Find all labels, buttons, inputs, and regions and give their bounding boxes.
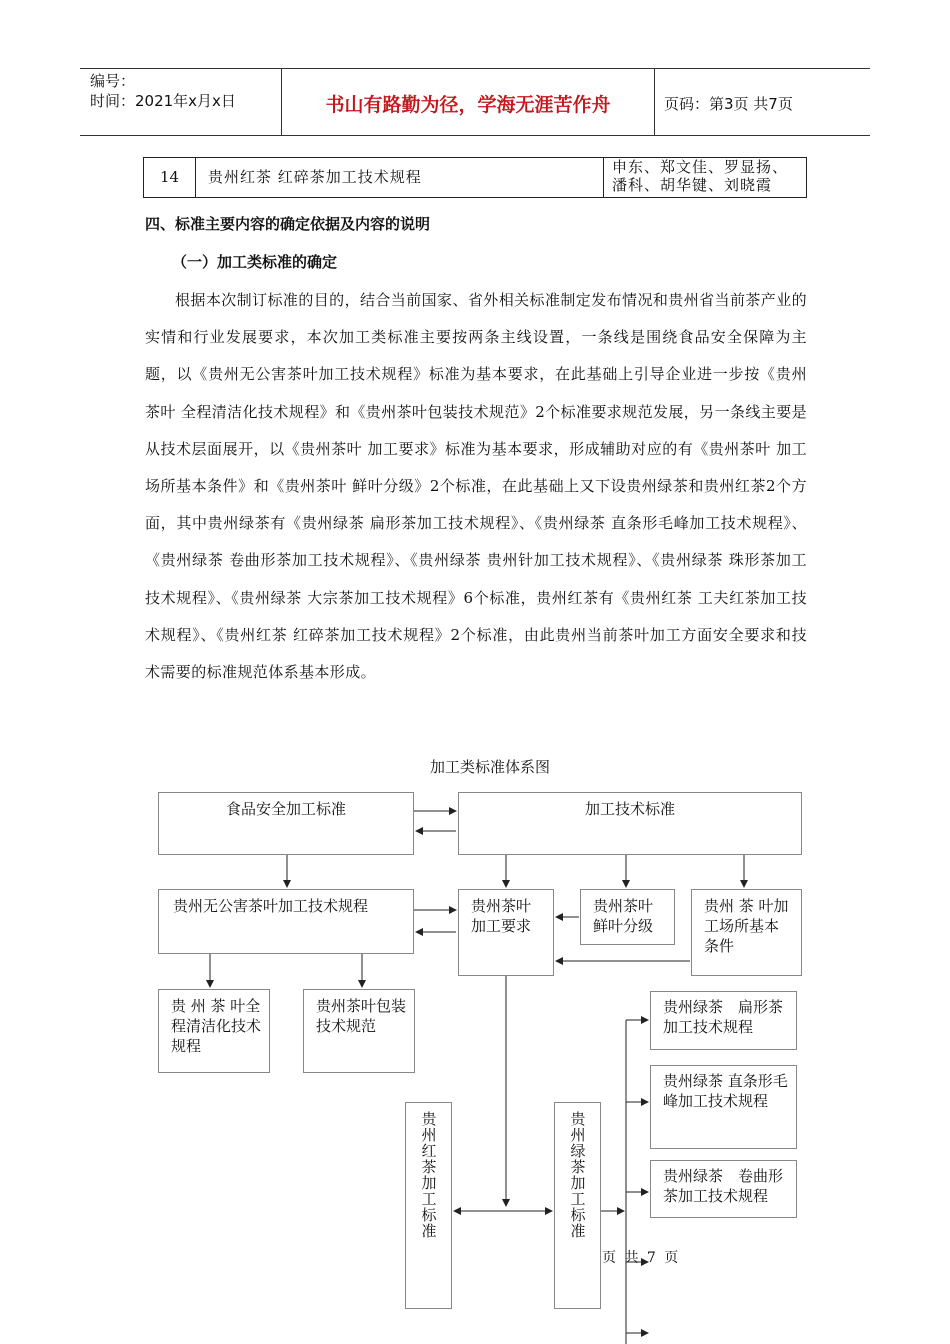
box-clean-process (158, 989, 270, 1073)
box-processing-requirements (458, 889, 554, 976)
box-label: 贵州绿茶 直条形毛峰加工技术规程 (663, 1072, 788, 1110)
box-label: 贵州无公害茶叶加工技术规程 (173, 897, 369, 915)
box-pollution-free-processing (158, 889, 414, 954)
box-label: 贵州绿茶 扁形茶加工技术规程 (663, 998, 784, 1036)
box-red-tea-standard (405, 1102, 452, 1309)
box-site-conditions (691, 889, 802, 976)
section-heading: 四、标准主要内容的确定依据及内容的说明 (145, 215, 431, 233)
box-label: 贵州红茶加工标准 (419, 1111, 438, 1239)
box-green-tea-standard (554, 1102, 601, 1309)
page-footer: 页 共 7 页 (602, 1250, 681, 1266)
box-packaging (303, 989, 415, 1073)
box-label: 加工技术标准 (584, 800, 675, 818)
header-slogan: 书山有路勤为径，学海无涯苦作舟 (325, 94, 611, 116)
row-number: 14 (144, 158, 196, 197)
box-processing-tech-standard (458, 792, 802, 855)
box-label: 贵州茶叶加工要求 (471, 897, 532, 935)
box-curly-tea (650, 1160, 797, 1218)
box-label: 贵州茶叶包装技术规范 (316, 997, 407, 1035)
box-straight-tea (650, 1065, 797, 1149)
page-indicator: 页码：第3页 共7页 (664, 95, 793, 113)
box-label: 食品安全加工标准 (225, 800, 346, 818)
doc-code-label: 编号： (90, 72, 136, 90)
box-label: 贵州 茶 叶加工场所基本条件 (704, 897, 789, 955)
box-label: 贵州绿茶 卷曲形茶加工技术规程 (663, 1167, 784, 1205)
box-label: 贵州绿茶加工标准 (568, 1111, 587, 1239)
body-paragraph: 根据本次制订标准的目的，结合当前国家、省外相关标准制定发布情况和贵州省当前茶产业的实情和行业发展要求，本次加工类标准主要按两条主线设置，一条线是围绕食品安全保障为主题，以《贵州无公害茶叶加工技术规程》标准为基本要求，在此基础上引导企业进一步按《贵州茶叶 全程清洁化技术规程》和《贵州茶叶包装技术规范》2个标准要求规范发展，另一条线主要是从技术层面展开，以《贵州茶叶 加工要求》标准为基本要求，形成辅助对应的有《贵州茶叶 加工场所基本条件》和《贵州茶叶 鲜叶分级》2个标准，在此基础上又下设贵州绿茶和贵州红茶2个方面，其中贵州绿茶有《贵州绿茶 扁形茶加工技术规程》、《贵州绿茶 直条形毛峰加工技术规程》、《贵州绿茶 卷曲形茶加工技术规程》、《贵州绿茶 贵州针加工技术规程》、《贵州绿茶 珠形茶加工技术规程》、《贵州绿茶 大宗茶加工技术规程》6个标准，贵州红茶有《贵州红茶 工夫红茶加工技术规程》、《贵州红茶 红碎茶加工技术规程》2个标准，由此贵州当前茶叶加工方面安全要求和技术需要的标准规范体系基本形成。 (145, 291, 807, 682)
doc-time-label: 时间：2021年x月x日 (90, 92, 236, 110)
box-label: 贵州茶叶鲜叶分级 (593, 897, 654, 935)
row-authors: 申东、郑文佳、罗显扬、潘科、胡华键、刘晓霞 (612, 158, 789, 194)
subsection-heading: （一）加工类标准的确定 (172, 253, 338, 271)
box-flat-tea (650, 991, 797, 1050)
box-fresh-leaf-grading (580, 889, 675, 945)
diagram-title: 加工类标准体系图 (429, 758, 550, 776)
box-label: 贵 州 茶 叶全程清洁化技术规程 (171, 997, 262, 1055)
row-title: 贵州红茶 红碎茶加工技术规程 (196, 158, 604, 197)
box-food-safety-standard (158, 792, 414, 855)
